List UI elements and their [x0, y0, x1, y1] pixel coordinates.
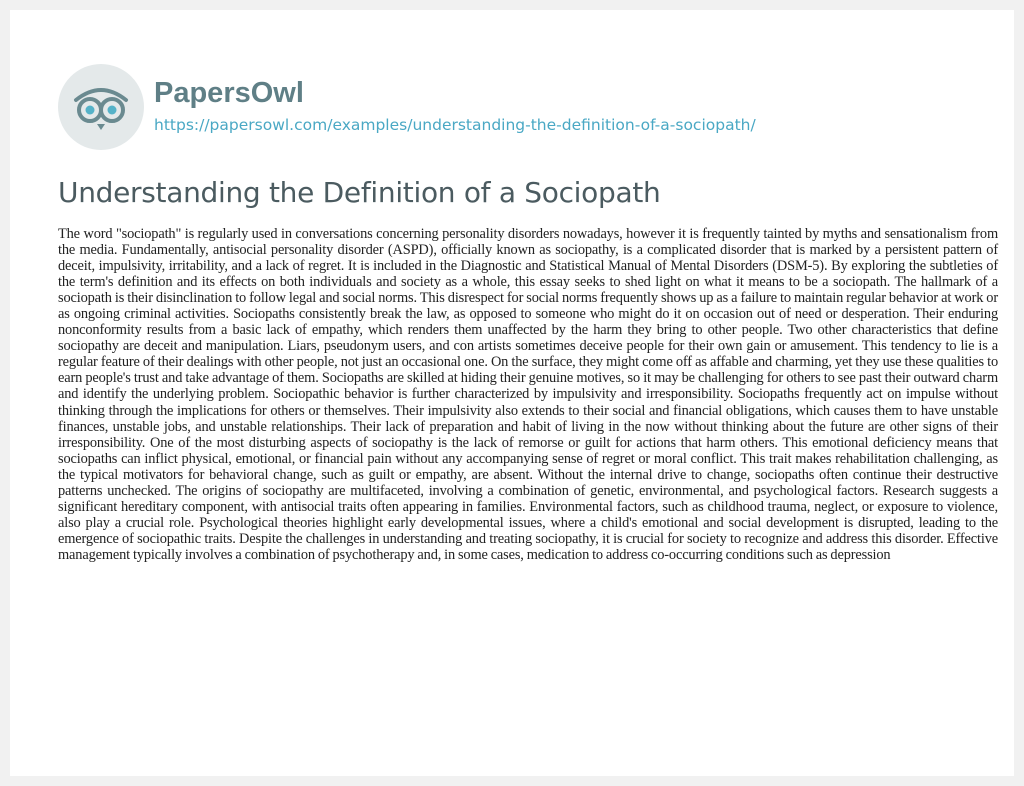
essay-page — [10, 10, 1014, 776]
source-url-link[interactable]: https://papersowl.com/examples/understanding-the-definition-of-a-sociopath/ — [154, 116, 756, 134]
brand-text — [154, 78, 756, 136]
owl-logo-icon — [56, 62, 146, 152]
brand-header — [56, 62, 756, 152]
essay-body: The word "sociopath" is regularly used in conversations concerning personality disorders nowadays, however it is frequently tainted by myths and sensationalism from the media. Fundamentally, antisocial personality disorder (ASPD), officially known as sociopathy, is a complicated disorder that is marked by a persistent pattern of deceit, impulsivity, irritability, and a lack of regret. It is included in the Diagnostic and Statistical Manual of Mental Disorders (DSM-5). By exploring the subtleties of the term's definition and its effects on both individuals and society as a whole, this essay seeks to shed light on what it means to be a sociopath. The hallmark of a sociopath is their disinclination to follow legal and social norms. This disrespect for social norms frequently shows up as a failure to maintain regular behavior at work or as ongoing criminal activities. Sociopaths consistently break the law, as opposed to someone who might do it on occasion out of need or desperation. Their enduring nonconformity results from a basic lack of empathy, which renders them unaffected by the harm they bring to other people. Two other characteristics that define sociopathy are deceit and manipulation. Liars, pseudonym users, and con artists sometimes deceive people for their own gain or amusement. This tendency to lie is a regular feature of their dealings with other people, not just an occasional one. On the surface, they might come off as affable and charming, yet they use these qualities to earn people's trust and take advantage of them. Sociopaths are skilled at hiding their genuine motives, so it may be challenging for others to see past their outward charm and identify the underlying problem. Sociopathic behavior is further characterized by impulsivity and irresponsibility. Sociopaths frequently act on impulse without thinking through the implications for others or themselves. Their impulsivity also extends to their social and financial obligations, which causes them to have unstable finances, unstable jobs, and unstable relationships. Their lack of preparation and habit of living in the now without thinking about the future are other signs of their irresponsibility. One of the most disturbing aspects of sociopathy is the lack of remorse or guilt for actions that harm others. This emotional deficiency means that sociopaths can inflict physical, emotional, or financial pain without any accompanying sense of regret or moral conflict. This trait makes rehabilitation challenging, as the typical motivators for behavioral change, such as guilt or empathy, are absent. Without the internal drive to change, sociopaths often continue their destructive patterns unchecked. The origins of sociopathy are multifaceted, involving a combination of genetic, environmental, and psychological factors. Research suggests a significant hereditary component, with antisocial traits often appearing in families. Environmental factors, such as childhood trauma, neglect, or exposure to violence, also play a crucial role. Psychological theories highlight early developmental issues, where a child's emotional and social development is disrupted, leading to the emergence of sociopathic traits. Despite the challenges in understanding and treating sociopathy, it is crucial for society to recognize and address this disorder. Effective management typically involves a combination of psychotherapy and, in some cases, medication to address co-occurring conditions such as depression — [58, 226, 998, 563]
essay-title: Understanding the Definition of a Sociopath — [58, 176, 661, 209]
brand-name: PapersOwl — [154, 77, 304, 109]
